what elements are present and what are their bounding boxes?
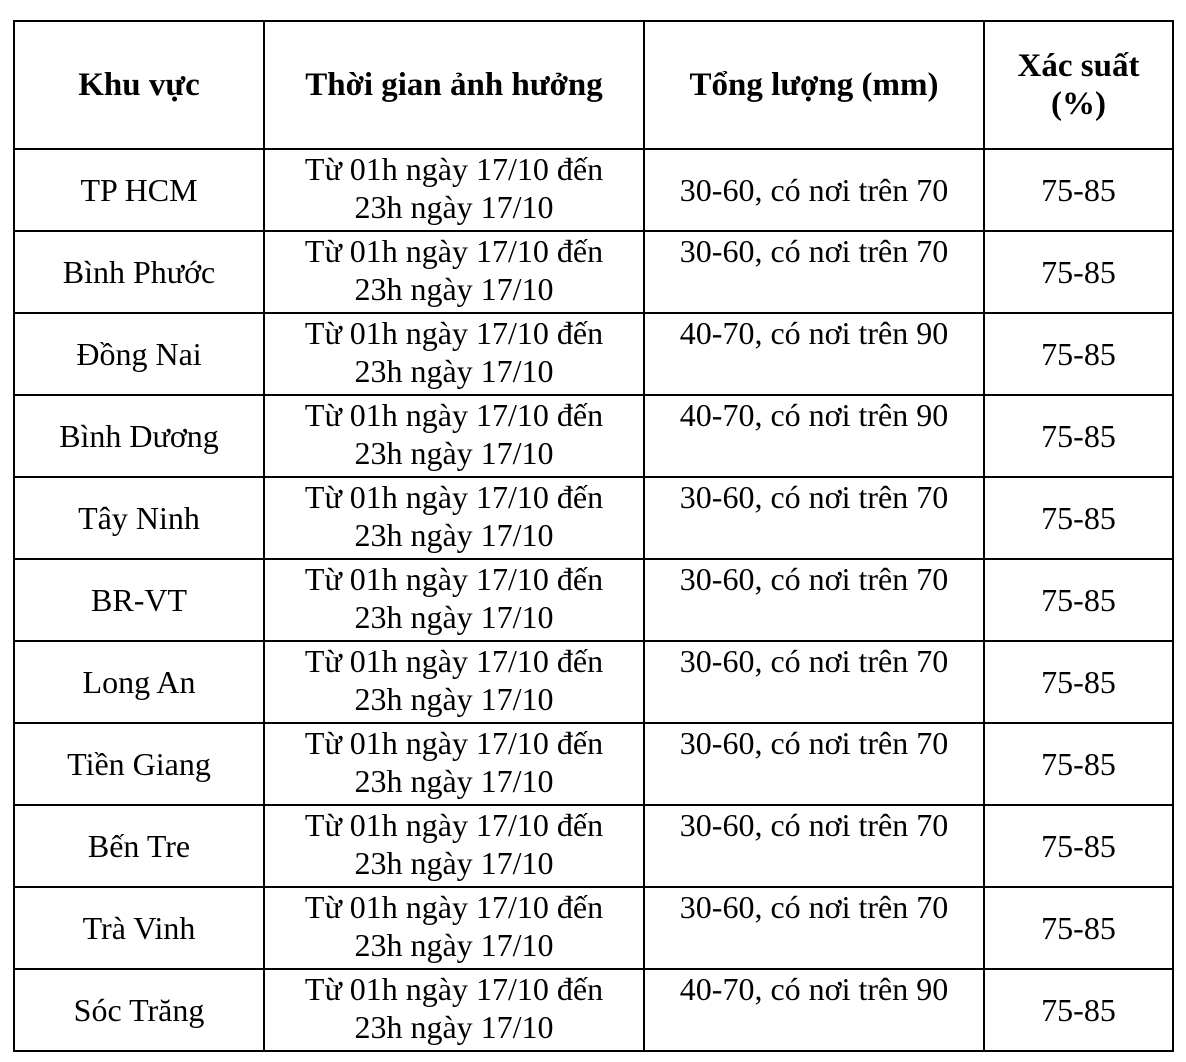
table-row [14, 969, 1173, 1051]
cell-time [264, 477, 644, 559]
cell-time-line2: 23h ngày 17/10 [354, 435, 554, 471]
cell-time-line1: Từ 01h ngày 17/10 đến [304, 889, 604, 925]
cell-probability: 75-85 [984, 477, 1173, 559]
cell-time-line1: Từ 01h ngày 17/10 đến [304, 561, 604, 597]
cell-time [264, 313, 644, 395]
cell-time [264, 395, 644, 477]
cell-total: 30-60, có nơi trên 70 [644, 723, 984, 805]
header-time: Thời gian ảnh hưởng [264, 21, 644, 149]
cell-probability: 75-85 [984, 887, 1173, 969]
cell-time-line2: 23h ngày 17/10 [354, 845, 554, 881]
cell-total: 30-60, có nơi trên 70 [644, 641, 984, 723]
cell-time [264, 641, 644, 723]
cell-time [264, 559, 644, 641]
cell-time-line1: Từ 01h ngày 17/10 đến [304, 479, 604, 515]
cell-time-line2: 23h ngày 17/10 [354, 353, 554, 389]
cell-area: Đồng Nai [14, 313, 264, 395]
cell-area: Bến Tre [14, 805, 264, 887]
cell-time-line2: 23h ngày 17/10 [354, 517, 554, 553]
cell-time-line1: Từ 01h ngày 17/10 đến [304, 643, 604, 679]
cell-total: 30-60, có nơi trên 70 [644, 559, 984, 641]
table-row [14, 805, 1173, 887]
cell-total: 30-60, có nơi trên 70 [644, 149, 984, 231]
cell-area: Tiền Giang [14, 723, 264, 805]
cell-total: 40-70, có nơi trên 90 [644, 313, 984, 395]
cell-time-line2: 23h ngày 17/10 [354, 271, 554, 307]
cell-probability: 75-85 [984, 149, 1173, 231]
cell-area: TP HCM [14, 149, 264, 231]
cell-time-line1: Từ 01h ngày 17/10 đến [304, 725, 604, 761]
table-header [14, 21, 1173, 149]
cell-time-line1: Từ 01h ngày 17/10 đến [304, 151, 604, 187]
cell-probability: 75-85 [984, 231, 1173, 313]
cell-time-line1: Từ 01h ngày 17/10 đến [304, 971, 604, 1007]
table-row [14, 149, 1173, 231]
header-area: Khu vực [14, 21, 264, 149]
cell-area: Long An [14, 641, 264, 723]
header-row [14, 21, 1173, 149]
cell-probability: 75-85 [984, 805, 1173, 887]
cell-total: 30-60, có nơi trên 70 [644, 805, 984, 887]
cell-time-line1: Từ 01h ngày 17/10 đến [304, 397, 604, 433]
cell-area: Tây Ninh [14, 477, 264, 559]
cell-area: Bình Phước [14, 231, 264, 313]
cell-time-line2: 23h ngày 17/10 [354, 1009, 554, 1045]
header-probability-line1: Xác suất [1017, 48, 1140, 84]
cell-total: 40-70, có nơi trên 90 [644, 969, 984, 1051]
table-row [14, 395, 1173, 477]
cell-time-line1: Từ 01h ngày 17/10 đến [304, 807, 604, 843]
cell-time-line2: 23h ngày 17/10 [354, 927, 554, 963]
table-row [14, 313, 1173, 395]
cell-probability: 75-85 [984, 723, 1173, 805]
table-body [14, 149, 1173, 1051]
header-probability [984, 21, 1173, 149]
cell-time [264, 969, 644, 1051]
cell-probability: 75-85 [984, 395, 1173, 477]
cell-time [264, 805, 644, 887]
cell-time-line1: Từ 01h ngày 17/10 đến [304, 233, 604, 269]
cell-time-line2: 23h ngày 17/10 [354, 189, 554, 225]
cell-total: 30-60, có nơi trên 70 [644, 887, 984, 969]
cell-time [264, 723, 644, 805]
table-row [14, 231, 1173, 313]
table-row [14, 641, 1173, 723]
cell-time [264, 887, 644, 969]
cell-probability: 75-85 [984, 559, 1173, 641]
cell-area: Sóc Trăng [14, 969, 264, 1051]
cell-probability: 75-85 [984, 313, 1173, 395]
cell-total: 40-70, có nơi trên 90 [644, 395, 984, 477]
cell-area: BR-VT [14, 559, 264, 641]
cell-total: 30-60, có nơi trên 70 [644, 231, 984, 313]
cell-time-line2: 23h ngày 17/10 [354, 681, 554, 717]
cell-time-line2: 23h ngày 17/10 [354, 599, 554, 635]
table-row [14, 887, 1173, 969]
table-row [14, 723, 1173, 805]
cell-probability: 75-85 [984, 969, 1173, 1051]
header-total: Tổng lượng (mm) [644, 21, 984, 149]
cell-probability: 75-85 [984, 641, 1173, 723]
cell-area: Bình Dương [14, 395, 264, 477]
cell-time [264, 231, 644, 313]
cell-time-line2: 23h ngày 17/10 [354, 763, 554, 799]
cell-area: Trà Vinh [14, 887, 264, 969]
cell-time [264, 149, 644, 231]
table-row [14, 477, 1173, 559]
header-probability-line2: (%) [1051, 86, 1106, 122]
rainfall-forecast-table [13, 20, 1174, 1052]
table-row [14, 559, 1173, 641]
cell-total: 30-60, có nơi trên 70 [644, 477, 984, 559]
cell-time-line1: Từ 01h ngày 17/10 đến [304, 315, 604, 351]
